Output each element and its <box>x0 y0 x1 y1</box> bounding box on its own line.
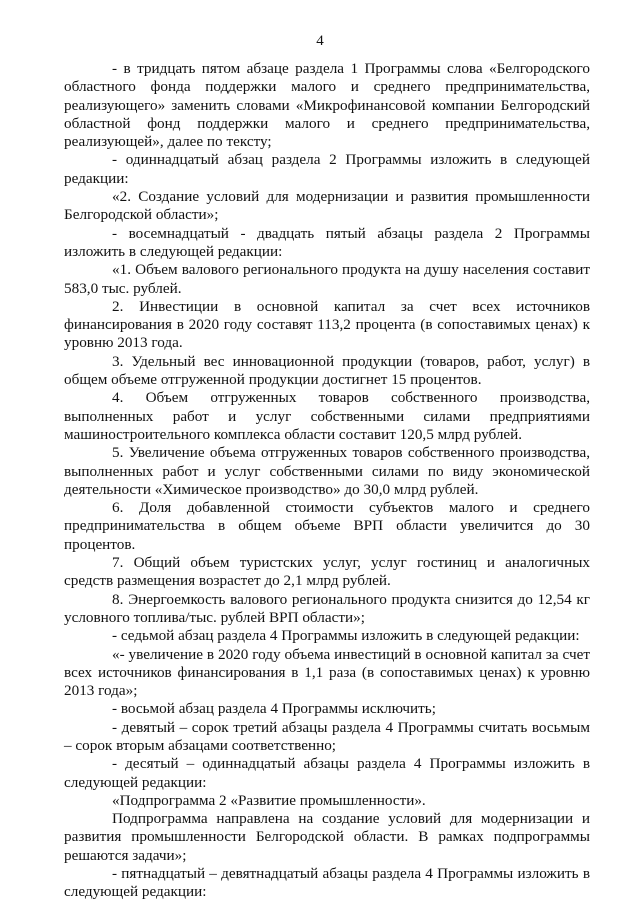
paragraph: 2. Инвестиции в основной капитал за счет всех источников финансирования в 2020 году составят 113,2 процента (в сопоставимых ценах) к уровню 2013 года. <box>64 297 590 352</box>
paragraph: 7. Общий объем туристских услуг, услуг гостиниц и аналогичных средств размещения возрастет до 2,1 млрд рублей. <box>64 554 590 590</box>
paragraph: - восьмой абзац раздела 4 Программы исключить; <box>112 700 436 718</box>
paragraph: «2. Создание условий для модернизации и развития промышленности Белгородской области»; <box>64 188 590 224</box>
paragraph: Подпрограмма направлена на создание условий для модернизации и развития промышленности Белгородской области. В рамках подпрограммы решаются задачи»; <box>64 810 590 864</box>
paragraph: - восемнадцатый - двадцать пятый абзацы раздела 2 Программы изложить в следующей редакции: <box>64 224 590 260</box>
paragraph: «Подпрограмма 2 «Развитие промышленности». <box>112 791 426 809</box>
paragraph: 3. Удельный вес инновационной продукции (товаров, работ, услуг) в общем объеме отгруженной продукции достигнет 15 процентов. <box>64 352 590 389</box>
paragraph: - девятый – сорок третий абзацы раздела 4 Программы считать восьмым – сорок вторым абзацами соответственно; <box>64 718 590 754</box>
paragraph: - в тридцать пятом абзаце раздела 1 Программы слова «Белгородского областного фонда поддержки малого и среднего предпринимательства, реализующего» заменить словами «Микрофинансовой компании Белгородский областной фонд поддержки малого и среднего предпринимательства, реализующей», далее по тексту; <box>64 60 590 151</box>
paragraph: - пятнадцатый – девятнадцатый абзацы раздела 4 Программы изложить в следующей редакции: <box>64 865 590 901</box>
paragraph: - седьмой абзац раздела 4 Программы изложить в следующей редакции: <box>112 627 580 645</box>
paragraph: - десятый – одиннадцатый абзацы раздела 4 Программы изложить в следующей редакции: <box>64 755 590 791</box>
document-body <box>64 60 590 902</box>
paragraph: «1. Объем валового регионального продукта на душу населения составит 583,0 тыс. рублей. <box>64 261 590 297</box>
paragraph: 5. Увеличение объема отгруженных товаров собственного производства, выполненных работ и услуг собственными силами по виду экономической деятельности «Химическое производство» до 30,0 млрд рублей. <box>64 444 590 498</box>
page-number: 4 <box>316 33 324 49</box>
paragraph: - одиннадцатый абзац раздела 2 Программы изложить в следующей редакции: <box>64 151 590 187</box>
paragraph: 6. Доля добавленной стоимости субъектов малого и среднего предпринимательства в общем объеме ВРП области увеличится до 30 процентов. <box>64 499 590 553</box>
paragraph: «- увеличение в 2020 году объема инвестиций в основной капитал за счет всех источников финансирования в 1,1 раза (в сопоставимых ценах) к уровню 2013 года»; <box>64 645 590 700</box>
paragraph: 8. Энергоемкость валового регионального продукта снизится до 12,54 кг условного топлива/тыс. рублей ВРП области»; <box>64 590 590 626</box>
paragraph: 4. Объем отгруженных товаров собственного производства, выполненных работ и услуг собственными силами предприятиями машиностроительного комплекса области составит 120,5 млрд рублей. <box>64 389 590 443</box>
